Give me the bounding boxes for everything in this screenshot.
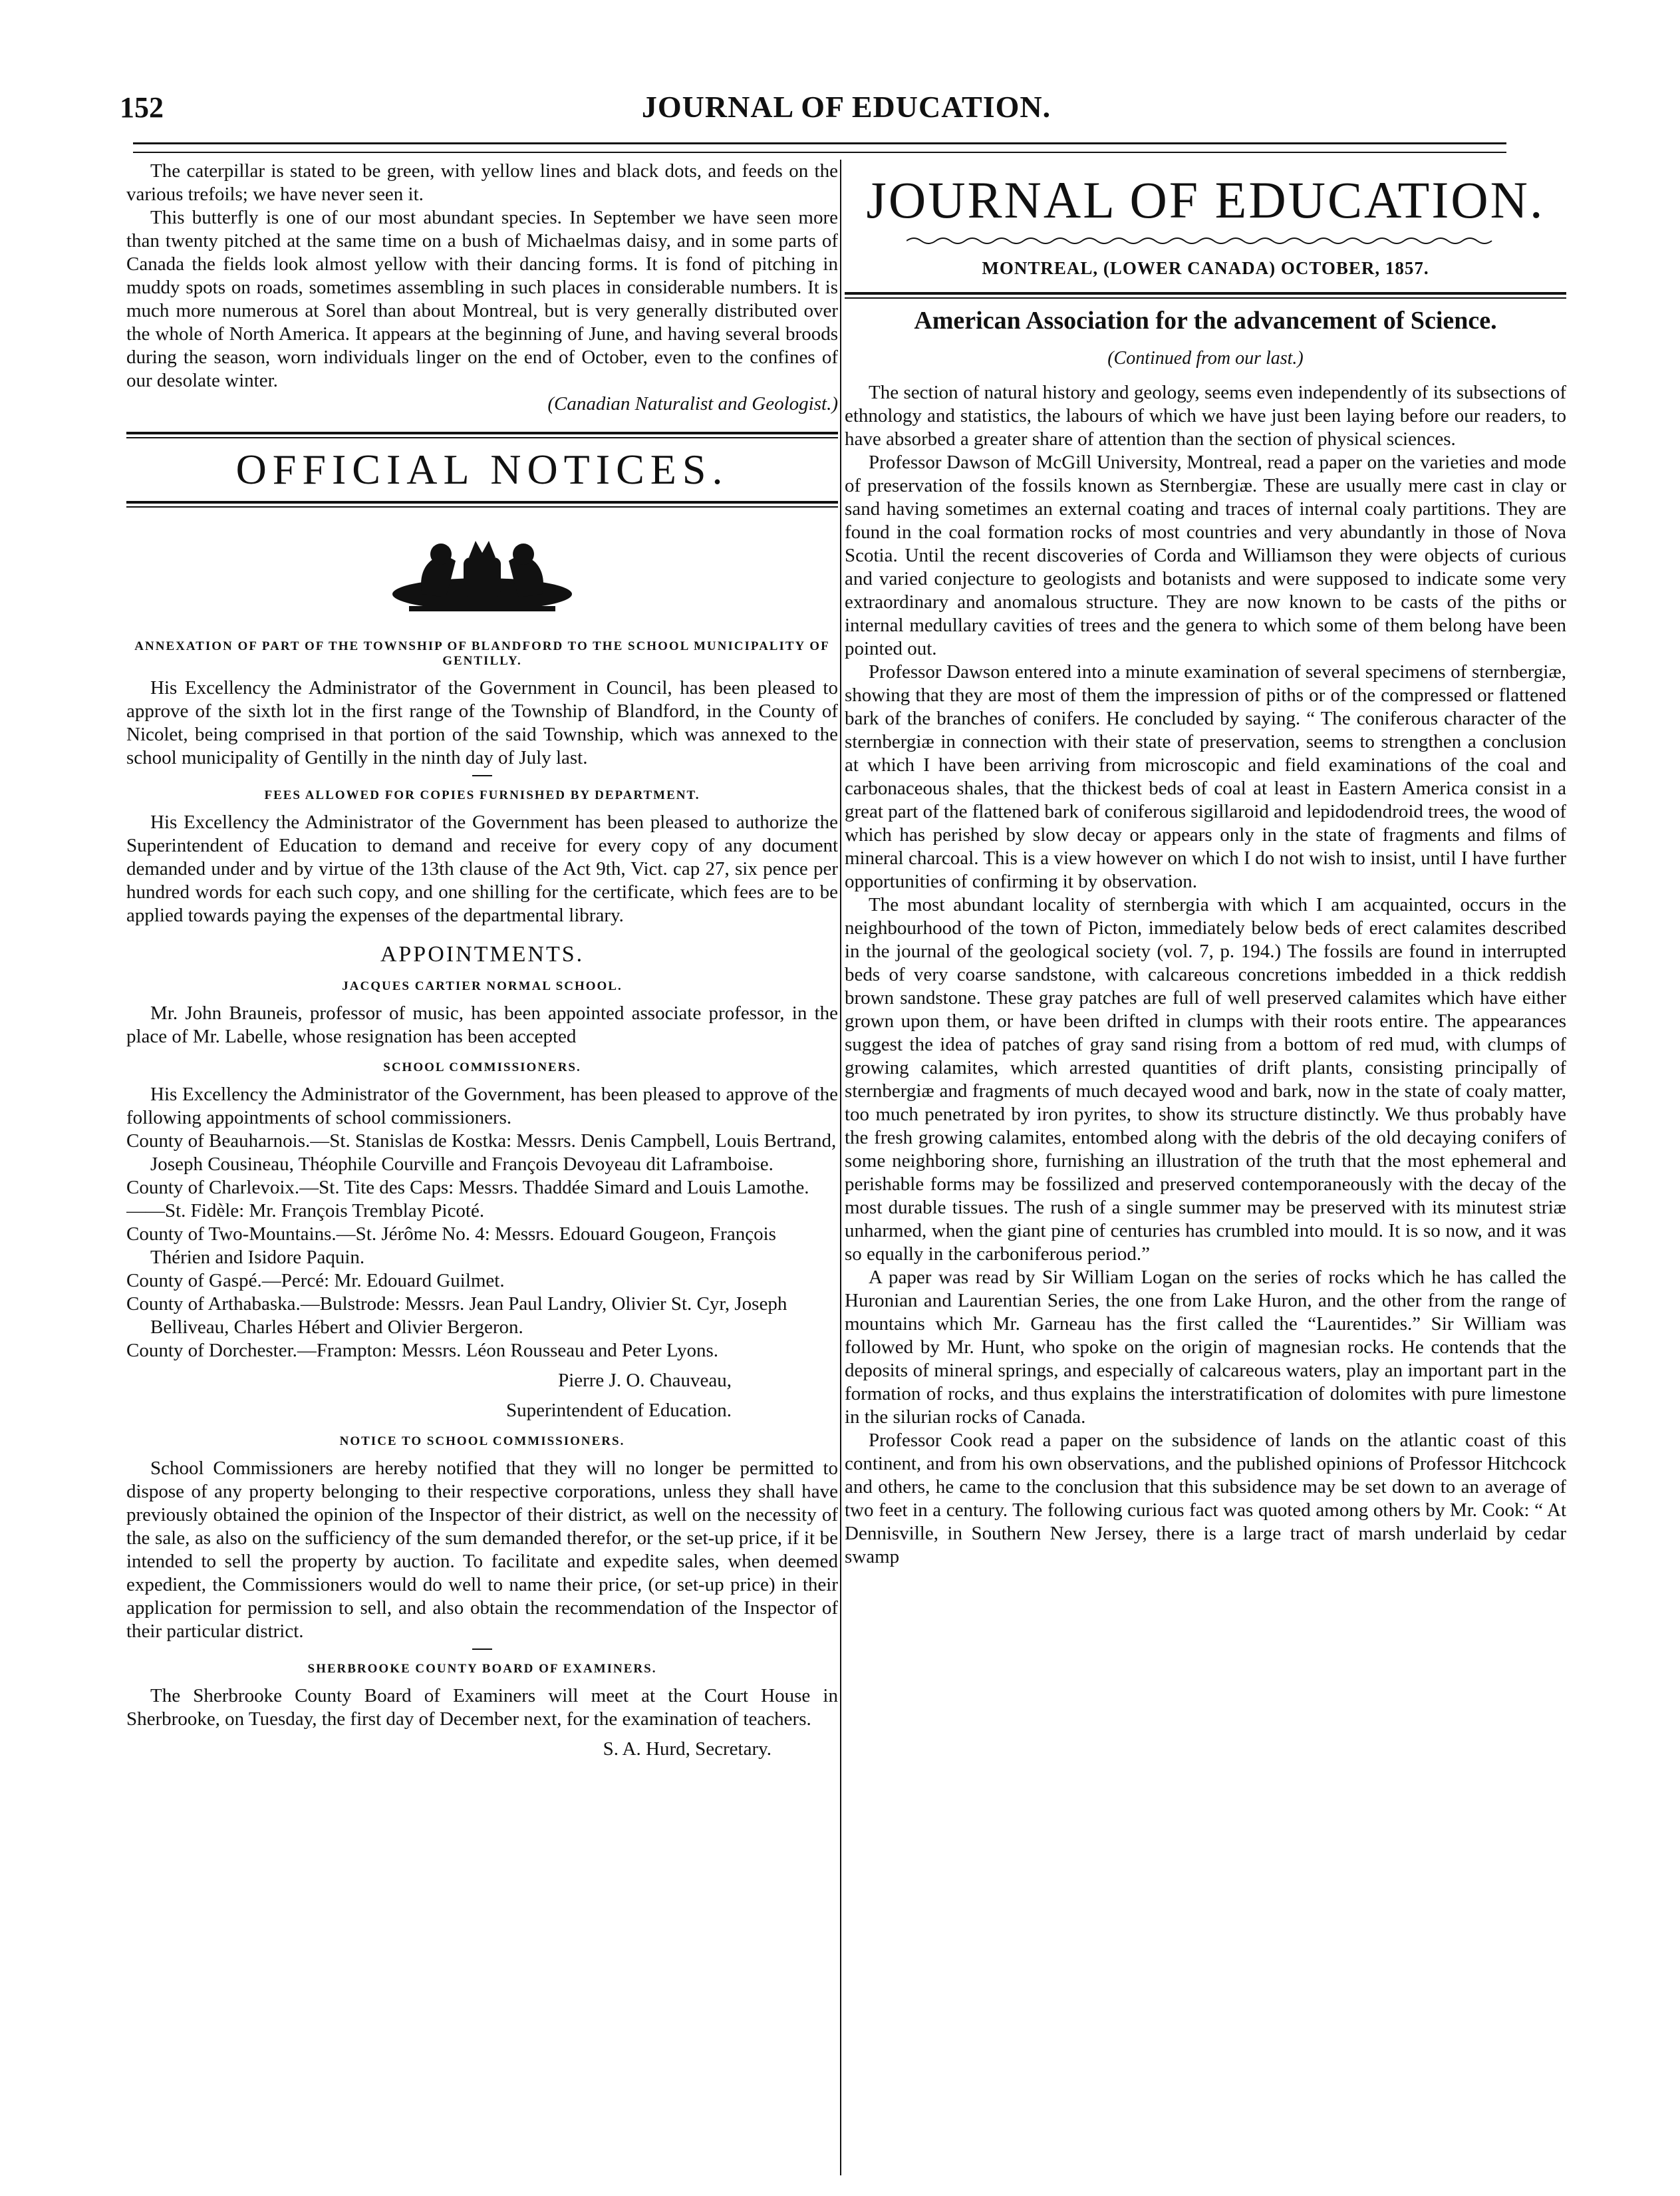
continued-note: (Continued from our last.): [1107, 348, 1304, 369]
divider: [472, 1648, 492, 1650]
normal-school-text: Mr. John Brauneis, professor of music, has been appointed associate professor, in the place of Mr. Labelle, whose resignation has been accepted: [126, 1003, 838, 1047]
signature-name: Pierre J. O. Chauveau,: [558, 1370, 732, 1391]
official-notices-title: OFFICIAL NOTICES.: [235, 446, 729, 493]
section-rule: [845, 292, 1566, 299]
commissioner-entry: County of Dorchester.—Frampton: Messrs. Léon Rousseau and Peter Lyons.: [126, 1340, 719, 1361]
royal-crest-icon: [382, 521, 582, 627]
commissioner-entry: County of Two-Mountains.—St. Jérôme No. 4: Messrs. Edouard Gougeon, François Thérien and Isidore Paquin.: [126, 1223, 776, 1268]
secretary-signature: S. A. Hurd, Secretary.: [603, 1738, 771, 1760]
article-paragraph: Professor Cook read a paper on the subsidence of lands on the atlantic coast of this continent, and from his own observations, and the published opinions of Professor Hitchcock and others, he came to the conclusion that this subsidence may be set down to an average of two feet in a century. The following curious fact was quoted among others by Mr. Cook: “ At Dennisville, in Southern New Jersey, there is a large tract of marsh underlaid by cedar swamp: [845, 1430, 1566, 1567]
commissioner-entry: ——St. Fidèle: Mr. François Tremblay Picoté.: [126, 1200, 485, 1221]
intro-source: (Canadian Naturalist and Geologist.): [547, 393, 838, 414]
page-header: [93, 85, 1600, 132]
commissioners-heading: SCHOOL COMMISSIONERS.: [383, 1060, 581, 1074]
intro-paragraph: The caterpillar is stated to be green, with yellow lines and black dots, and feeds on the various trefoils; we have never seen it.: [126, 160, 838, 205]
article-paragraph: Professor Dawson entered into a minute examination of several specimens of sternbergiæ, showing that they are most of them the impression of piths or of the compressed or flattened bark of the branches of conifers. He concluded by saying. “ The coniferous character of the sternbergiæ in connection with their state of preservation, seems to strengthen a conclusion at which I have been arriving from microscopic and field examinations of the coal and carbonaceous shales, that the thickest beds of coal at least in Eastern America consist in a great part of the flattened bark of coniferous sigillaroid and lepidodendroid trees, the wood of which has perished by slow decay or appears only in the state of fragments and films of mineral charcoal. This is a view however on which I do not wish to insist, until I have further opportunities of confirming it by observation.: [845, 661, 1566, 892]
column-divider: [840, 160, 841, 2175]
annexation-text: His Excellency the Administrator of the Government in Council, has been pleased to approve of the sixth lot in the first range of the Township of Blandford, in the County of Nicolet, being comprised in that portion of the said Township, which was annexed to the school municipality of Gentilly in the ninth day of July last.: [126, 677, 838, 768]
fees-text: His Excellency the Administrator of the Government has been pleased to authorize the Superintendent of Education to demand and receive for every copy of any document demanded under and by virtue of the 13th clause of the Act 9th, Vict. cap 27, six pence per hundred words for each such copy, and one shilling for the certificate, which fees are to be applied towards paying the expenses of the departmental library.: [126, 812, 838, 926]
notice-text: School Commissioners are hereby notified that they will no longer be permitted to dispose of any property belonging to their respective corporations, unless they shall have previously obtained the opinion of the Inspector of their district, as well on the necessity of the sale, as also on the sufficiency of the sum demanded therefor, or the set-up price, if it be intended to sell the property by auction. To facilitate and expedite sales, when deemed expedient, the Commissioners would do well to name their price, (or set-up price) in their application for permission to sell, and also obtain the recommendation of the Inspector of their particular district.: [126, 1458, 838, 1642]
commissioner-entry: County of Charlevoix.—St. Tite des Caps: Messrs. Thaddée Simard and Louis Lamothe.: [126, 1177, 809, 1198]
notice-heading: NOTICE TO SCHOOL COMMISSIONERS.: [339, 1434, 625, 1448]
section-rule: [126, 432, 838, 438]
dateline: MONTREAL, (LOWER CANADA) OCTOBER, 1857.: [982, 258, 1429, 278]
header-rule: [133, 142, 1506, 144]
commissioner-entry: County of Beauharnois.—St. Stanislas de Kostka: Messrs. Denis Campbell, Louis Bertrand, Joseph Cousineau, Théophile Courville and François Devoyeau dit Laframboise.: [126, 1130, 837, 1175]
annexation-heading: ANNEXATION OF PART OF THE TOWNSHIP OF BLANDFORD TO THE SCHOOL MUNICIPALITY OF GENTILLY.: [134, 639, 830, 668]
page-number: 152: [120, 91, 164, 124]
article-paragraph: The most abundant locality of sternbergia with which I am acquainted, occurs in the neighbourhood of the town of Picton, immediately below beds of erect calamites described in the journal of the geological society (vol. 7, p. 194.) The fossils are found in interrupted beds of very coarse sandstone, with calcareous concretions imbedded in a thick reddish brown sandstone. These gray patches are full of well preserved calamites which have either grown upon them, or have been drifted in clumps with their roots entire. The appearances suggest the idea of patches of gray sand rising from a bottom of red mud, with clumps of growing calamites, which arrested quantities of drift plants, consisting principally of sternbergiæ and fragments of much decayed wood and bark, now in the state of coaly matter, too much penetrated by iron pyrites, to show its structure distinctly. We thus probably have the fresh growing calamites, entombed along with the debris of the old decaying conifers of some neighboring shore, furnishing an illustration of the truth that the most ephemeral and perishable forms may be fossilized and preserved contemporaneously with the decay of the most durable tissues. The rush of a single summer may be preserved with its minutest striæ unharmed, when the giant pine of centuries has crumbled into mould. It is so now, and it was so equally in the carboniferous period.”: [845, 894, 1566, 1265]
left-column: [126, 160, 838, 2182]
right-column: [845, 160, 1566, 2182]
divider: [472, 775, 492, 776]
intro-paragraph: This butterfly is one of our most abundant species. In September we have seen more than twenty pitched at the same time on a bush of Michaelmas daisy, and in some parts of Canada the fields look almost yellow with their dancing forms. It is fond of pitching in muddy spots on roads, sometimes assembling in such places in considerable numbers. It is much more numerous at Sorel than about Montreal, but is very generally distributed over the whole of North America. It appears at the beginning of June, and having several broods during the season, worn individuals linger on the end of October, even to the confines of our desolate winter.: [126, 207, 838, 391]
sherbrooke-heading: SHERBROOKE COUNTY BOARD OF EXAMINERS.: [307, 1662, 657, 1676]
commissioners-intro: His Excellency the Administrator of the Government, has been pleased to approve of the following appointments of school commissioners.: [126, 1084, 838, 1128]
article-paragraph: A paper was read by Sir William Logan on the series of rocks which he has called the Huronian and Laurentian Series, the one from Lake Huron, and the other from the range of mountains which Mr. Garneau has the first called the “Laurentides.” Sir William was followed by Mr. Hunt, who spoke on the origin of magnesian rocks. He contends that the deposits of mineral springs, and especially of calcareous waters, play an important part in the formation of rocks, and thus explains the interstratification of dolomites with pure limestone in the silurian rocks of Canada.: [845, 1267, 1566, 1428]
wavy-rule-icon: [907, 235, 1505, 246]
article-title: American Association for the advancement of Science.: [914, 307, 1497, 335]
commissioner-entry: County of Arthabaska.—Bulstrode: Messrs. Jean Paul Landry, Olivier St. Cyr, Joseph Belliveau, Charles Hébert and Olivier Bergeron.: [126, 1293, 787, 1338]
normal-school-heading: JACQUES CARTIER NORMAL SCHOOL.: [342, 979, 623, 993]
header-rule-thin: [133, 152, 1506, 153]
commissioner-entry: County of Gaspé.—Percé: Mr. Edouard Guilmet.: [126, 1270, 505, 1291]
section-rule: [126, 501, 838, 508]
running-head: JOURNAL OF EDUCATION.: [641, 90, 1051, 124]
fees-heading: FEES ALLOWED FOR COPIES FURNISHED BY DEPARTMENT.: [264, 788, 700, 802]
signature-title: Superintendent of Education.: [505, 1400, 732, 1421]
appointments-heading: APPOINTMENTS.: [380, 942, 585, 967]
article-paragraph: The section of natural history and geology, seems even independently of its subsections of ethnology and statistics, the labours of which we have just been laying before our readers, to have absorbed a greater share of attention than the section of physical sciences.: [845, 382, 1566, 450]
article-paragraph: Professor Dawson of McGill University, Montreal, read a paper on the varieties and mode of preservation of the fossils known as Sternbergiæ. These are usually mere cast in clay or sand having sometimes an external coating and traces of internal coaly partitions. They are found in the coal formation rocks of most countries and very abundantly in those of Nova Scotia. Until the recent discoveries of Corda and Williamson they were objects of curious and varied conjecture to geologists and botanists and were supposed to indicate some very extraordinary and anomalous structure. They are now known to be casts of the piths or internal medullary cavities of trees and the genera to which some of them belong have been pointed out.: [845, 452, 1566, 659]
sherbrooke-text: The Sherbrooke County Board of Examiners will meet at the Court House in Sherbrooke, on Tuesday, the first day of December next, for the examination of teachers.: [126, 1685, 838, 1730]
journal-title: JOURNAL OF EDUCATION.: [866, 171, 1545, 229]
